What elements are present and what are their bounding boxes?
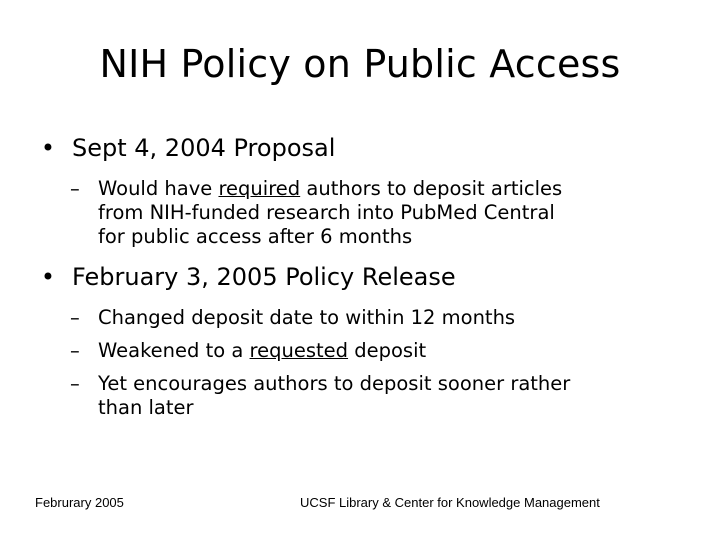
bullet-2	[30, 262, 456, 292]
subbullet-lines	[98, 339, 688, 363]
bullet-marker: •	[40, 263, 56, 291]
emphasized-word: requested	[249, 339, 349, 362]
subbullet-line	[98, 339, 688, 363]
subbullet-line: than later	[98, 396, 194, 419]
emphasized-word: required	[218, 177, 301, 200]
subbullet-lines	[98, 306, 688, 330]
bullet-2-text: February 3, 2005 Policy Release	[72, 263, 456, 291]
subbullet-line: for public access after 6 months	[98, 225, 413, 248]
dash-marker: –	[70, 177, 80, 200]
slide-title: NIH Policy on Public Access	[99, 42, 621, 86]
line-suffix: deposit	[348, 339, 427, 362]
bullet-marker: •	[40, 134, 56, 162]
subbullet-line: from NIH-funded research into PubMed Central	[98, 201, 555, 224]
dash-marker: –	[70, 339, 80, 362]
subbullet-line	[98, 177, 688, 201]
line-prefix: Would have	[98, 177, 219, 200]
bullet-1	[30, 133, 336, 163]
subbullet-lines	[98, 177, 688, 249]
dash-marker: –	[70, 372, 80, 395]
footer-date: Februrary 2005	[35, 495, 124, 510]
dash-marker: –	[70, 306, 80, 329]
subbullet-lines	[98, 372, 688, 420]
subbullet-line: Changed deposit date to within 12 months	[98, 306, 516, 329]
bullet-1-text: Sept 4, 2004 Proposal	[72, 134, 336, 162]
subbullet-line: Yet encourages authors to deposit sooner rather	[98, 372, 571, 395]
footer-organization: UCSF Library & Center for Knowledge Management	[300, 495, 600, 510]
line-suffix: authors to deposit articles	[300, 177, 563, 200]
line-prefix: Weakened to a	[98, 339, 250, 362]
